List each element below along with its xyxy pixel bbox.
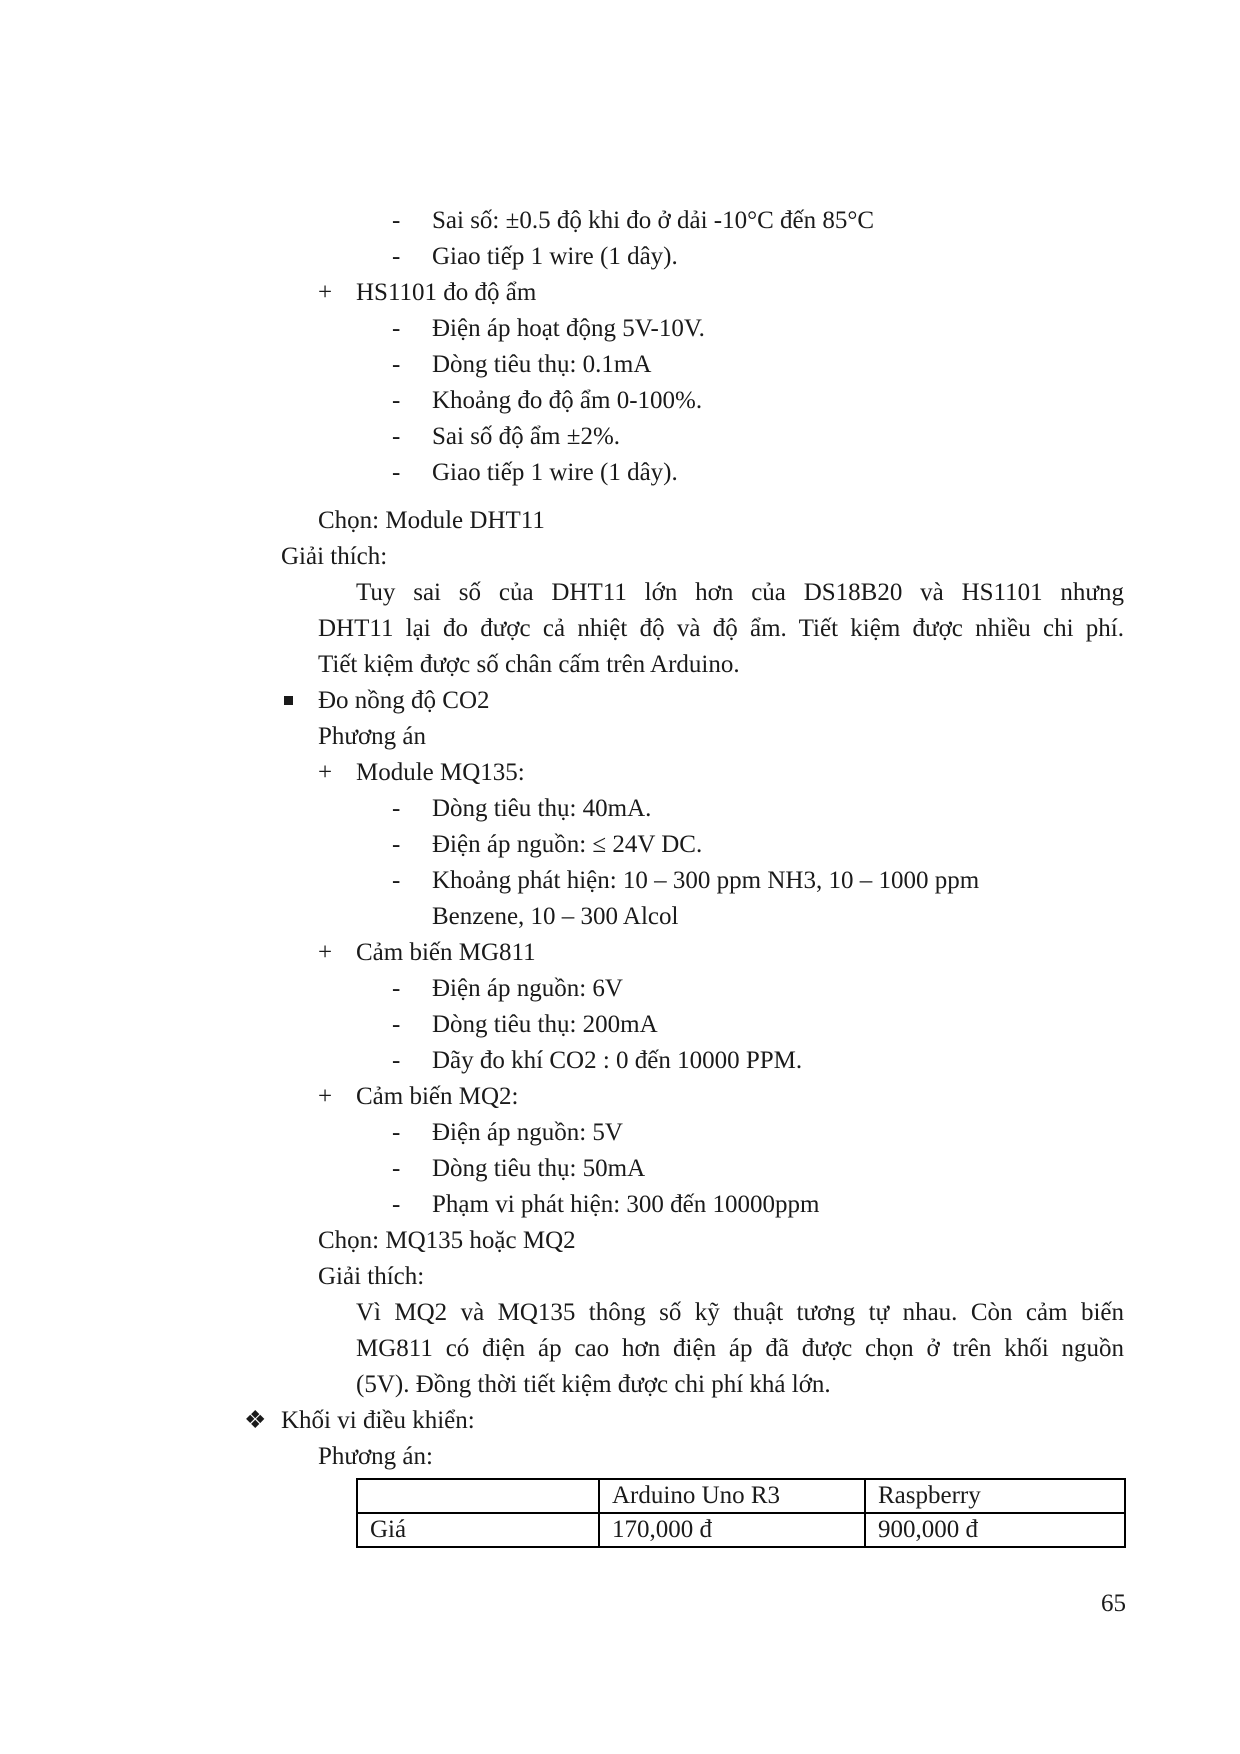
- square-bullet-icon: [284, 696, 293, 705]
- list-item: Giao tiếp 1 wire (1 dây).: [432, 459, 678, 486]
- explain-label: Giải thích:: [281, 543, 388, 570]
- dash-marker: -: [392, 1191, 401, 1218]
- options-label: Phương án: [318, 723, 427, 750]
- paragraph-line: Tuy sai số của DHT11 lớn hơn của DS18B20 và HS1101 nhưng: [356, 579, 1124, 606]
- dash-marker: -: [392, 351, 401, 378]
- plus-marker: +: [318, 1083, 333, 1110]
- dash-marker: -: [392, 1011, 401, 1038]
- explain-label: Giải thích:: [318, 1263, 425, 1290]
- plus-marker: +: [318, 279, 333, 306]
- list-item: Dòng tiêu thụ: 200mA: [432, 1011, 658, 1038]
- list-item: Khoảng phát hiện: 10 – 300 ppm NH3, 10 – 1000 ppm: [432, 867, 980, 894]
- mq2-title: Cảm biến MQ2:: [356, 1083, 519, 1110]
- dash-marker: -: [392, 387, 401, 414]
- options-label: Phương án:: [318, 1443, 433, 1470]
- humidity-choice: Chọn: Module DHT11: [318, 507, 545, 534]
- list-item: Dãy đo khí CO2 : 0 đến 10000 PPM.: [432, 1047, 803, 1074]
- mcu-section-title: Khối vi điều khiển:: [281, 1407, 475, 1434]
- dash-marker: -: [392, 867, 401, 894]
- paragraph-line: MG811 có điện áp cao hơn điện áp đã được chọn ở trên khối nguồn: [356, 1335, 1124, 1362]
- mq135-title: Module MQ135:: [356, 759, 525, 786]
- comparison-table: [356, 1478, 1126, 1548]
- table-cell: Giá: [357, 1513, 599, 1547]
- list-item: Dòng tiêu thụ: 40mA.: [432, 795, 652, 822]
- table-header-cell: [357, 1479, 599, 1513]
- table-row: [357, 1513, 1125, 1547]
- dash-marker: -: [392, 459, 401, 486]
- list-item: Khoảng đo độ ẩm 0-100%.: [432, 387, 703, 414]
- hs1101-title: HS1101 đo độ ẩm: [356, 279, 537, 306]
- co2-section-title: Đo nồng độ CO2: [318, 687, 490, 714]
- list-item: Sai số: ±0.5 độ khi đo ở dải -10°C đến 85°C: [432, 207, 875, 234]
- list-item: Sai số độ ẩm ±2%.: [432, 423, 621, 450]
- dash-marker: -: [392, 795, 401, 822]
- dash-marker: -: [392, 831, 401, 858]
- mg811-title: Cảm biến MG811: [356, 939, 536, 966]
- table-header-cell: Arduino Uno R3: [599, 1479, 865, 1513]
- list-item: Dòng tiêu thụ: 0.1mA: [432, 351, 652, 378]
- list-item: Phạm vi phát hiện: 300 đến 10000ppm: [432, 1191, 820, 1218]
- dash-marker: -: [392, 1047, 401, 1074]
- list-item: Điện áp nguồn: 5V: [432, 1119, 623, 1146]
- paragraph-line: Vì MQ2 và MQ135 thông số kỹ thuật tương tự nhau. Còn cảm biến: [356, 1299, 1124, 1326]
- paragraph-line: DHT11 lại đo được cả nhiệt độ và độ ẩm. Tiết kiệm được nhiều chi phí.: [318, 615, 1124, 642]
- table-header-cell: Raspberry: [865, 1479, 1125, 1513]
- table-cell: 170,000 đ: [599, 1513, 865, 1547]
- dash-marker: -: [392, 975, 401, 1002]
- plus-marker: +: [318, 759, 333, 786]
- list-item-continuation: Benzene, 10 – 300 Alcol: [432, 903, 679, 930]
- list-item: Giao tiếp 1 wire (1 dây).: [432, 243, 678, 270]
- page-number: 65: [1101, 1590, 1126, 1617]
- dash-marker: -: [392, 243, 401, 270]
- dash-marker: -: [392, 1155, 401, 1182]
- plus-marker: +: [318, 939, 333, 966]
- dash-marker: -: [392, 1119, 401, 1146]
- dash-marker: -: [392, 315, 401, 342]
- co2-choice: Chọn: MQ135 hoặc MQ2: [318, 1227, 576, 1254]
- diamond-bullet-icon: ❖: [244, 1407, 267, 1434]
- paragraph-line: Tiết kiệm được số chân cấm trên Arduino.: [318, 651, 740, 678]
- paragraph-line: (5V). Đồng thời tiết kiệm được chi phí khá lớn.: [356, 1371, 831, 1398]
- list-item: Điện áp nguồn: ≤ 24V DC.: [432, 831, 703, 858]
- dash-marker: -: [392, 423, 401, 450]
- dash-marker: -: [392, 207, 401, 234]
- list-item: Dòng tiêu thụ: 50mA: [432, 1155, 646, 1182]
- list-item: Điện áp nguồn: 6V: [432, 975, 623, 1002]
- table-cell: 900,000 đ: [865, 1513, 1125, 1547]
- table-header-row: [357, 1479, 1125, 1513]
- list-item: Điện áp hoạt động 5V-10V.: [432, 315, 705, 342]
